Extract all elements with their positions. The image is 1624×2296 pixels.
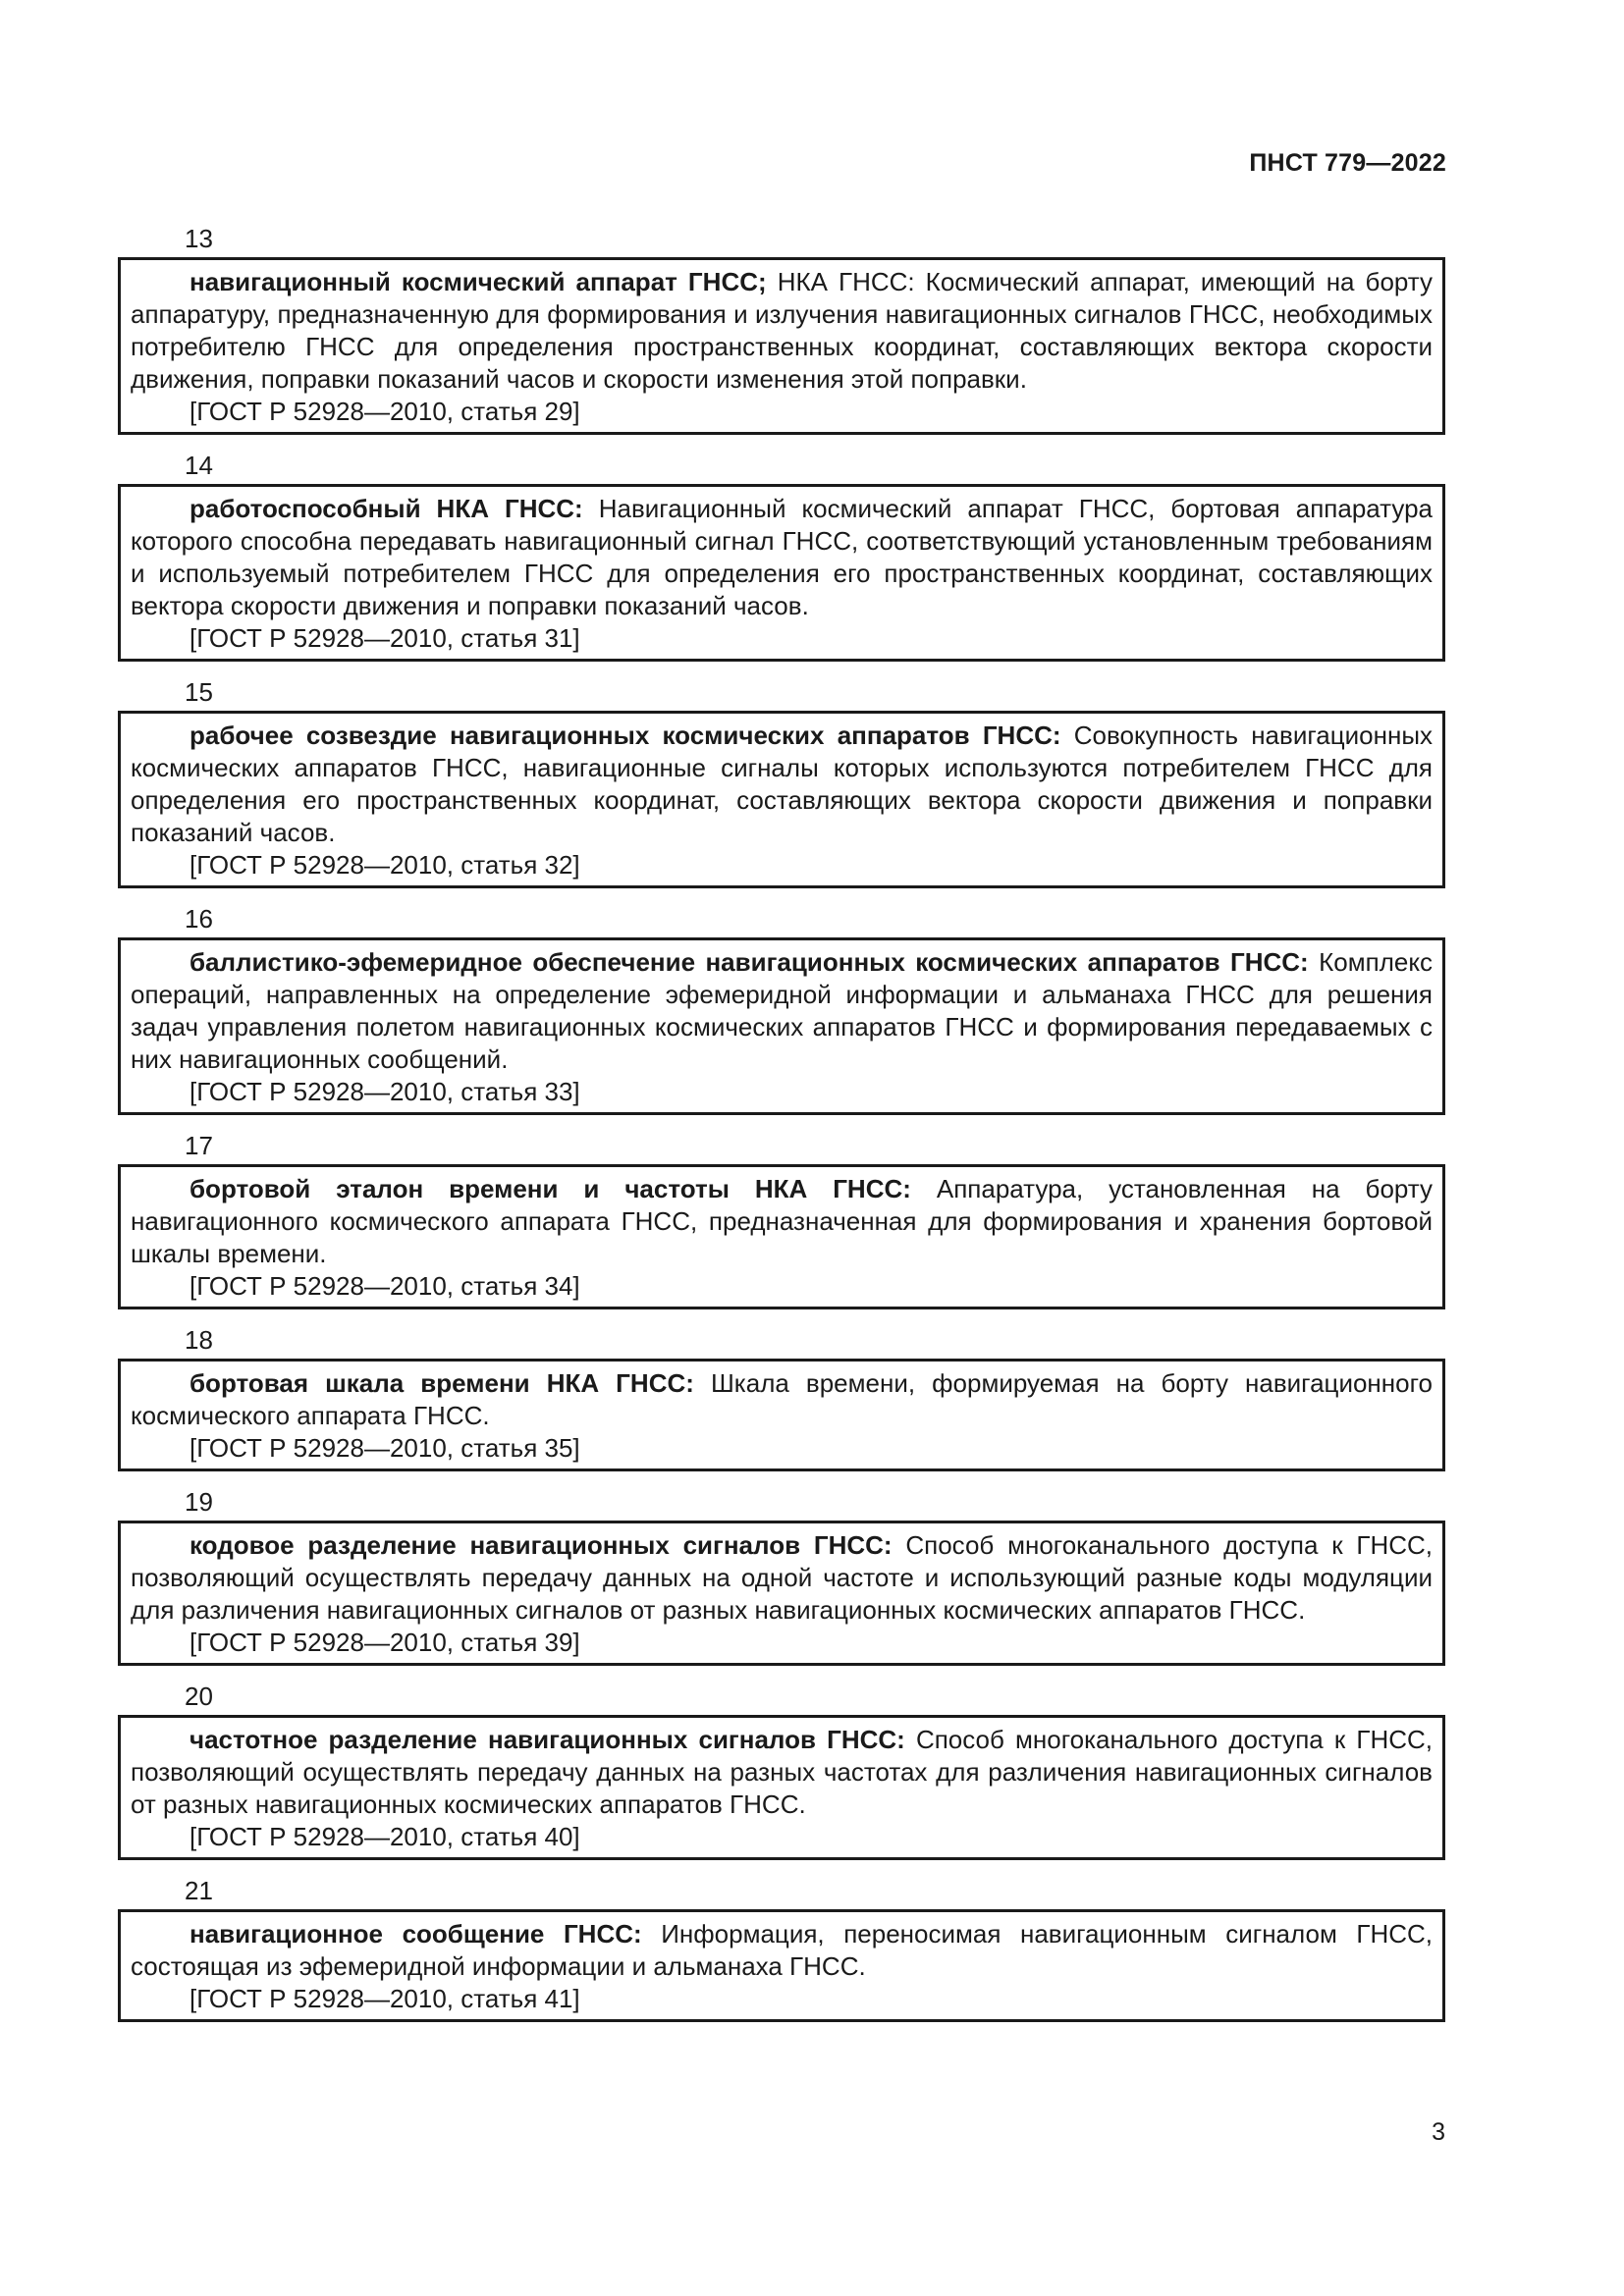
entry-source: [ГОСТ Р 52928—2010, статья 32] [189, 850, 580, 880]
entry-number: 16 [185, 904, 213, 934]
term-entry-17 [118, 1131, 1445, 1309]
entry-box [118, 1164, 1445, 1309]
entry-definition [131, 720, 1433, 849]
entry-box [118, 1521, 1445, 1666]
entry-term: бортовая шкала времени НКА ГНСС: [189, 1368, 694, 1398]
entry-box [118, 1909, 1445, 2022]
entry-definition [131, 1529, 1433, 1627]
entry-term: кодовое разделение навигационных сигналов ГНСС: [189, 1530, 893, 1560]
entry-number: 21 [185, 1876, 213, 1905]
entry-term: бортовой эталон времени и частоты НКА ГНСС: [189, 1174, 911, 1203]
entry-source: [ГОСТ Р 52928—2010, статья 39] [189, 1628, 580, 1657]
entry-text: Комплекс операций, направленных на определение эфемеридной информации и альманаха ГНСС для решения задач управления полетом навигационных космических аппаратов ГНСС и формирования передаваемых с них навигационных сообщений. [131, 947, 1433, 1074]
entry-definition [131, 1724, 1433, 1821]
term-entry-14 [118, 451, 1445, 662]
entry-box [118, 937, 1445, 1115]
document-id: ПНСТ 779—2022 [1249, 149, 1446, 177]
terms-list [118, 224, 1445, 2038]
term-entry-15 [118, 677, 1445, 888]
entry-source: [ГОСТ Р 52928—2010, статья 35] [189, 1433, 580, 1463]
entry-source: [ГОСТ Р 52928—2010, статья 40] [189, 1822, 580, 1851]
entry-definition [131, 1367, 1433, 1432]
entry-definition [131, 1918, 1433, 1983]
entry-term: баллистико-эфемеридное обеспечение навигационных космических аппаратов ГНСС: [189, 947, 1309, 977]
entry-term: навигационное сообщение ГНСС: [189, 1919, 642, 1949]
entry-source: [ГОСТ Р 52928—2010, статья 33] [189, 1077, 580, 1106]
entry-number: 19 [185, 1487, 213, 1517]
entry-box [118, 1715, 1445, 1860]
term-entry-20 [118, 1682, 1445, 1860]
entry-source: [ГОСТ Р 52928—2010, статья 31] [189, 623, 580, 653]
entry-number: 15 [185, 677, 213, 707]
term-entry-19 [118, 1487, 1445, 1666]
entry-definition [131, 266, 1433, 396]
term-entry-21 [118, 1876, 1445, 2022]
entry-number: 18 [185, 1325, 213, 1355]
entry-text: Навигационный космический аппарат ГНСС, бортовая аппаратура которого способна передавать навигационный сигнал ГНСС, соответствующий установленным требованиям и используемый потребителем ГНСС для определения его пространственных координат, составляющих вектора скорости движения и поправки показаний часов. [131, 494, 1433, 620]
entry-number: 20 [185, 1682, 213, 1711]
entry-box [118, 1359, 1445, 1471]
entry-number: 17 [185, 1131, 213, 1160]
entry-text: Способ многоканального доступа к ГНСС, позволяющий осуществлять передачу данных на разных частотах для различения навигационных сигналов от разных навигационных космических аппаратов ГНСС. [131, 1725, 1433, 1819]
entry-box [118, 484, 1445, 662]
entry-definition [131, 946, 1433, 1076]
entry-text: Совокупность навигационных космических аппаратов ГНСС, навигационные сигналы которых используются потребителем ГНСС для определения его пространственных координат, составляющих вектора скорости движения и поправки показаний часов. [131, 721, 1434, 847]
entry-term: работоспособный НКА ГНСС: [189, 494, 583, 523]
entry-box [118, 257, 1445, 435]
entry-number: 13 [185, 224, 213, 253]
page-number: 3 [1432, 2118, 1445, 2146]
entry-term: навигационный космический аппарат ГНСС; [189, 267, 767, 296]
entry-source: [ГОСТ Р 52928—2010, статья 41] [189, 1984, 580, 2013]
entry-definition [131, 1173, 1433, 1270]
entry-number: 14 [185, 451, 213, 480]
entry-text: Шкала времени, формируемая на борту навигационного космического аппарата ГНСС. [131, 1368, 1433, 1430]
entry-text: Способ многоканального доступа к ГНСС, позволяющий осуществлять передачу данных на одной частоте и использующий разные коды модуляции для различения навигационных сигналов от разных навигационных космических аппаратов ГНСС. [131, 1530, 1434, 1625]
entry-text: Информация, переносимая навигационным сигналом ГНСС, состоящая из эфемеридной информации и альманаха ГНСС. [131, 1919, 1433, 1981]
entry-definition [131, 493, 1433, 622]
entry-term: частотное разделение навигационных сигналов ГНСС: [189, 1725, 905, 1754]
entry-text: Аппаратура, установленная на борту навигационного космического аппарата ГНСС, предназначенная для формирования и хранения бортовой шкалы времени. [131, 1174, 1433, 1268]
entry-term: рабочее созвездие навигационных космических аппаратов ГНСС: [189, 721, 1061, 750]
entry-box [118, 711, 1445, 888]
term-entry-18 [118, 1325, 1445, 1471]
entry-source: [ГОСТ Р 52928—2010, статья 34] [189, 1271, 580, 1301]
term-entry-16 [118, 904, 1445, 1115]
term-entry-13 [118, 224, 1445, 435]
entry-text: НКА ГНСС: Космический аппарат, имеющий на борту аппаратуру, предназначенную для формирования и излучения навигационных сигналов ГНСС, необходимых потребителю ГНСС для определения пространственных координат, составляющих вектора скорости движения, поправки показаний часов и скорости изменения этой поправки. [131, 267, 1434, 394]
entry-source: [ГОСТ Р 52928—2010, статья 29] [189, 397, 580, 426]
